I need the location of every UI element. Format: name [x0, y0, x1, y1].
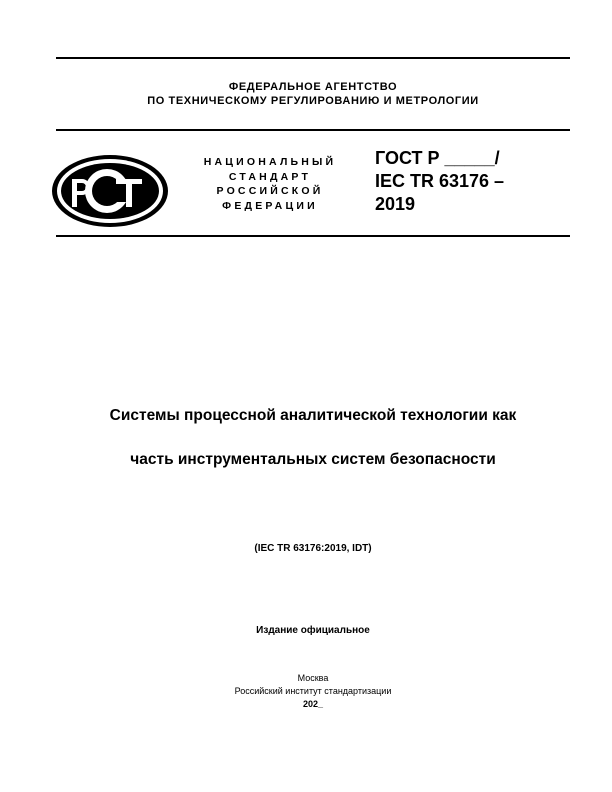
- header-bottom-rule: [56, 235, 570, 237]
- edition-label: Издание официальное: [256, 625, 370, 636]
- document-title-line-2: часть инструментальных систем безопасности: [130, 451, 496, 468]
- header-separator-rule: [56, 129, 570, 131]
- document-title-line-1: Системы процессной аналитической технологии как: [109, 407, 517, 424]
- identity-reference: (IEC TR 63176:2019, IDT): [254, 543, 372, 554]
- national-line-3: РОССИЙСКОЙ: [216, 185, 324, 197]
- footer-publisher: Российский институт стандартизации: [234, 686, 392, 696]
- designation-line-3: 2019: [375, 194, 416, 214]
- designation-line-2: IEC TR 63176 –: [375, 171, 505, 191]
- agency-header: [56, 80, 570, 108]
- gost-r-emblem-icon: [50, 153, 170, 229]
- standard-designation: [375, 147, 570, 216]
- designation-line-1: ГОСТ Р _____/: [375, 148, 500, 168]
- national-line-4: ФЕДЕРАЦИИ: [222, 199, 318, 212]
- national-standard-label: [185, 155, 355, 213]
- agency-line-1: ФЕДЕРАЛЬНОЕ АГЕНТСТВО: [228, 81, 398, 93]
- footer-city: Москва: [297, 673, 329, 683]
- national-line-1: НАЦИОНАЛЬНЫЙ: [203, 156, 337, 168]
- publication-footer: [56, 672, 570, 711]
- agency-line-2: ПО ТЕХНИЧЕСКОМУ РЕГУЛИРОВАНИЮ И МЕТРОЛОГИИ: [147, 95, 479, 107]
- footer-year: 202_: [302, 699, 324, 709]
- top-rule: [56, 57, 570, 59]
- national-line-2: СТАНДАРТ: [228, 170, 312, 183]
